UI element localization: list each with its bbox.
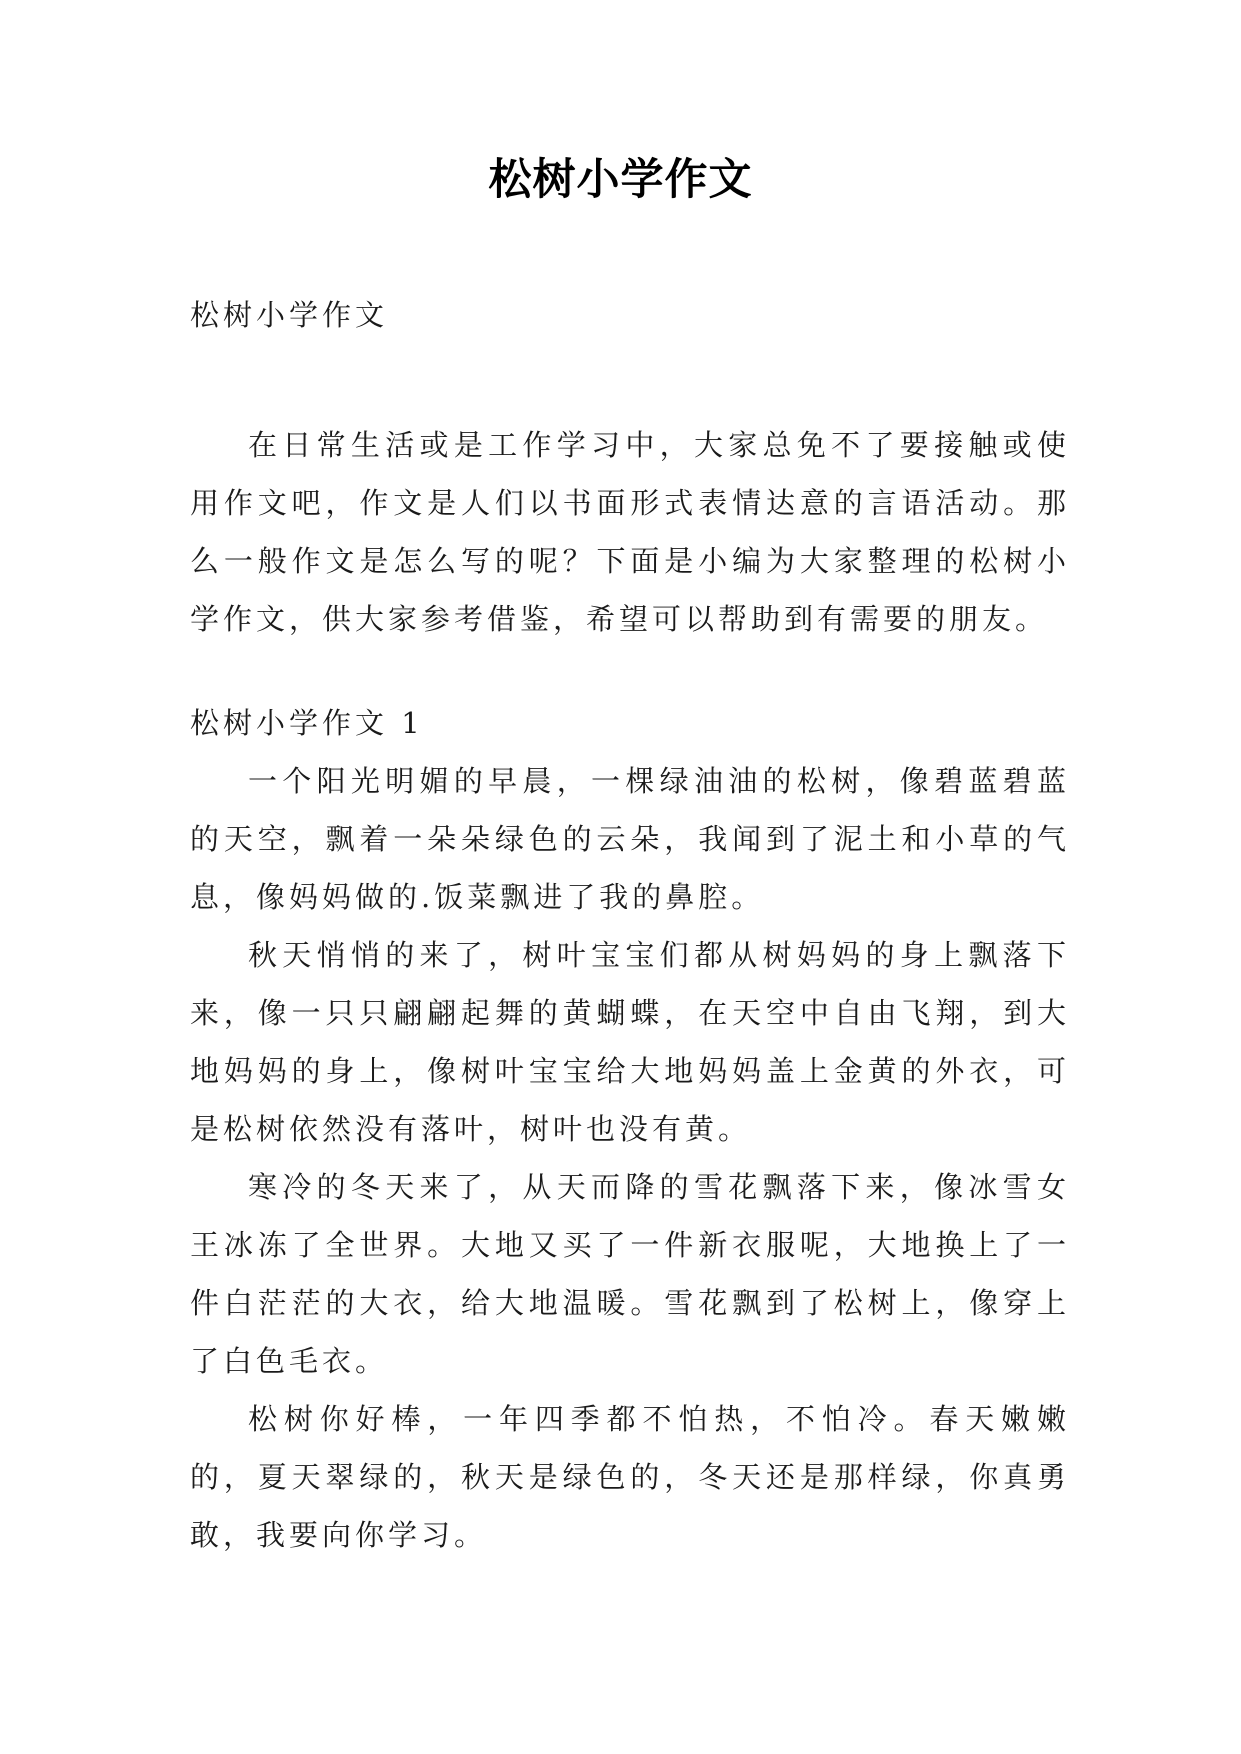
- document-body: [190, 286, 1070, 1564]
- document-subtitle: 松树小学作文: [190, 298, 389, 332]
- body-paragraph-3: 寒冷的冬天来了，从天而降的雪花飘落下来，像冰雪女王冰冻了全世界。大地又买了一件新衣服呢，大地换上了一件白茫茫的大衣，给大地温暖。雪花飘到了松树上，像穿上了白色毛衣。: [190, 1170, 1070, 1378]
- spacer: [190, 344, 1070, 416]
- spacer: [190, 648, 1070, 694]
- section-heading: 松树小学作文 1: [190, 706, 424, 740]
- body-paragraph-4: 松树你好棒，一年四季都不怕热，不怕冷。春天嫩嫩的，夏天翠绿的，秋天是绿色的，冬天还是那样绿，你真勇敢，我要向你学习。: [190, 1402, 1070, 1552]
- body-paragraph-2: 秋天悄悄的来了，树叶宝宝们都从树妈妈的身上飘落下来，像一只只翩翩起舞的黄蝴蝶，在天空中自由飞翔，到大地妈妈的身上，像树叶宝宝给大地妈妈盖上金黄的外衣，可是松树依然没有落叶，树叶也没有黄。: [190, 938, 1070, 1146]
- body-paragraph-1: 一个阳光明媚的早晨，一棵绿油油的松树，像碧蓝碧蓝的天空，飘着一朵朵绿色的云朵，我闻到了泥土和小草的气息，像妈妈做的.饭菜飘进了我的鼻腔。: [190, 764, 1070, 914]
- intro-paragraph: 在日常生活或是工作学习中，大家总免不了要接触或使用作文吧，作文是人们以书面形式表情达意的言语活动。那么一般作文是怎么写的呢？下面是小编为大家整理的松树小学作文，供大家参考借鉴，希望可以帮助到有需要的朋友。: [190, 428, 1070, 636]
- document-title: 松树小学作文: [488, 155, 753, 205]
